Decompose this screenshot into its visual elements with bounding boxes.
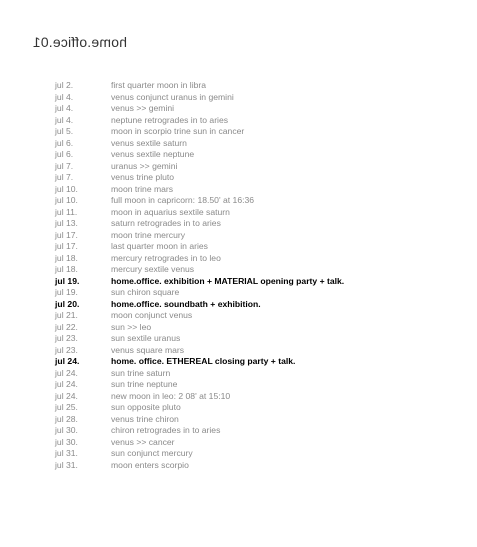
event-date: jul 10. (55, 183, 78, 194)
event-date: jul 6. (55, 149, 74, 159)
event-text: saturn retrogrades in to aries (111, 218, 221, 228)
event-text: venus >> gemini (111, 103, 175, 113)
event-text: sun chiron square (111, 287, 180, 297)
event-row (55, 379, 455, 391)
event-row (55, 161, 455, 173)
event-text: moon trine mercury (111, 229, 186, 240)
event-text: venus trine chiron (111, 413, 179, 424)
event-text: home.office. soundbath + exhibition. (111, 298, 261, 309)
logo-text: home.office.01 (32, 34, 127, 50)
event-row (55, 207, 455, 219)
event-date: jul 4. (55, 103, 74, 113)
event-text: sun >> leo (111, 321, 152, 332)
event-row (55, 391, 455, 403)
event-date: jul 30. (55, 425, 78, 435)
logo (32, 34, 127, 50)
event-row (55, 230, 455, 242)
event-row (55, 115, 455, 127)
event-text: moon in aquarius sextile saturn (111, 206, 230, 217)
event-text: mercury retrogrades in to leo (111, 252, 221, 263)
event-row (55, 172, 455, 184)
event-row (55, 195, 455, 207)
event-row (55, 126, 455, 138)
event-date: jul 5. (55, 126, 74, 136)
event-row (55, 92, 455, 104)
event-row-highlight (55, 299, 455, 311)
event-date: jul 4. (55, 114, 74, 125)
event-text: moon in scorpio trine sun in cancer (111, 126, 245, 136)
event-date: jul 20. (55, 298, 80, 309)
event-text: chiron retrogrades in to aries (111, 425, 221, 435)
event-text: venus trine pluto (111, 172, 175, 182)
event-date: jul 6. (55, 137, 74, 148)
event-text: sun opposite pluto (111, 402, 181, 412)
event-date: jul 7. (55, 160, 74, 171)
event-row-highlight (55, 276, 455, 288)
event-date: jul 4. (55, 91, 74, 102)
event-date: jul 21. (55, 310, 78, 320)
event-text: uranus >> gemini (111, 160, 178, 171)
event-row (55, 345, 455, 357)
event-text: sun trine neptune (111, 379, 178, 389)
event-row (55, 437, 455, 449)
event-list (55, 80, 455, 471)
event-date: jul 30. (55, 436, 78, 447)
event-date: jul 31. (55, 459, 78, 470)
event-text: sun sextile uranus (111, 333, 181, 343)
event-row (55, 425, 455, 437)
event-date: jul 19. (55, 275, 80, 286)
event-date: jul 11. (55, 206, 78, 217)
event-text: mercury sextile venus (111, 264, 195, 274)
event-row (55, 264, 455, 276)
event-row (55, 414, 455, 426)
event-date: jul 24. (55, 379, 78, 389)
event-date: jul 18. (55, 264, 78, 274)
event-text: venus sextile neptune (111, 149, 195, 159)
event-date: jul 18. (55, 252, 78, 263)
event-date: jul 17. (55, 229, 78, 240)
event-date: jul 25. (55, 402, 78, 412)
event-text: moon enters scorpio (111, 459, 189, 470)
event-row (55, 448, 455, 460)
event-text: venus >> cancer (111, 436, 175, 447)
event-date: jul 31. (55, 448, 78, 458)
event-text: sun conjunct mercury (111, 448, 193, 458)
event-row (55, 241, 455, 253)
event-date: jul 24. (55, 390, 78, 401)
event-row (55, 184, 455, 196)
event-text: venus conjunct uranus in gemini (111, 91, 234, 102)
event-row (55, 310, 455, 322)
event-text: first quarter moon in libra (111, 80, 207, 90)
event-text: neptune retrogrades in to aries (111, 114, 229, 125)
event-date: jul 23. (55, 333, 78, 343)
event-text: venus sextile saturn (111, 137, 187, 148)
event-row (55, 322, 455, 334)
event-row (55, 333, 455, 345)
event-text: moon conjunct venus (111, 310, 193, 320)
event-date: jul 19. (55, 287, 78, 297)
event-date: jul 13. (55, 218, 78, 228)
event-text: venus square mars (111, 344, 185, 355)
event-date: jul 10. (55, 195, 78, 205)
event-date: jul 2. (55, 80, 74, 90)
event-text: last quarter moon in aries (111, 241, 208, 251)
event-text: home.office. exhibition + MATERIAL opening party + talk. (111, 275, 345, 286)
event-date: jul 28. (55, 413, 78, 424)
event-row (55, 287, 455, 299)
event-date: jul 23. (55, 344, 78, 355)
event-text: sun trine saturn (111, 367, 171, 378)
event-date: jul 7. (55, 172, 74, 182)
event-date: jul 24. (55, 367, 78, 378)
event-date: jul 22. (55, 321, 78, 332)
event-row (55, 402, 455, 414)
event-date: jul 17. (55, 241, 78, 251)
event-text: full moon in capricorn: 18.50' at 16:36 (111, 195, 255, 205)
event-text: home. office. ETHEREAL closing party + talk. (111, 356, 296, 366)
event-row (55, 103, 455, 115)
event-row (55, 368, 455, 380)
event-row (55, 460, 455, 472)
event-row (55, 138, 455, 150)
event-row-highlight (55, 356, 455, 368)
event-row (55, 80, 455, 92)
event-date: jul 24. (55, 356, 80, 366)
event-text: moon trine mars (111, 183, 174, 194)
event-row (55, 149, 455, 161)
event-row (55, 218, 455, 230)
event-row (55, 253, 455, 265)
event-text: new moon in leo: 2 08' at 15:10 (111, 390, 231, 401)
